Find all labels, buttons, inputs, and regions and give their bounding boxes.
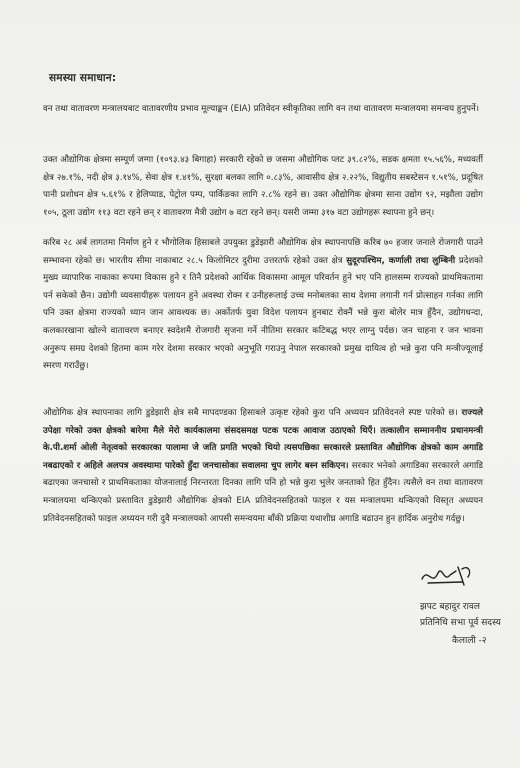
paragraph-request bbox=[43, 405, 483, 528]
paragraph-text: प्रदेशको मुख्य व्यापारिक नाकाका रूपमा विकास हुने र तिनै प्रदेशको आर्थिक विकासमा आमूल परिवर्तन हुने भए पनि हालसम्म राज्यको प्राथमिकतामा पर्न सकेको छैन। उद्योगी व्यवसायीहरू पलायन हुने अवस्था रोक्न र उनीहरूलाई उच्च मनोबलका साथ देशमा लगानी गर्न प्रोत्साहन गर्नका लागि पनि उक्त क्षेत्रमा राज्यको ध्यान जान आवश्यक छ। अर्कोतर्फ युवा विदेश पलायन हुनबाट रोक्नैं भन्ने कुरा बोलेर मात्र हुँदैन, उद्योगधन्दा, कलकारखाना खोल्ने वातावरण बनाएर स्वदेशमै रोजगारी सृजना गर्ने नीतिमा सरकार कटिबद्ध भएर लाग्नु पर्दछ। जन चाहना र जन भावना अनुरूप समग्र देशको हितमा काम गरेर देशमा सरकार भएको अनुभूति गराउनु नेपाल सरकारको प्रमुख दायित्व हो भन्ने कुरा पनि मन्त्रीज्यूलाई स्मरण गराउँछु। bbox=[43, 255, 483, 372]
paragraph-bold-text: राज्यले उपेक्षा गरेको उक्त क्षेत्रको बारेमा मैले मेरो कार्यकालमा संसदसमक्ष पटक पटक आवाज उठाएको थिएँ। तत्कालीन सम्माननीय प्रधानमन्त्री के.पी.शर्मा ओली नेतृत्वको सरकारका पालामा जे जति प्रगति भएको थियो त्यसपछिका सरकारले प्रस्तावित औद्योगिक क्षेत्रको काम अगाडि नबढाएको र अहिले अलपत्र अवस्थामा पारेको हुँदा जनचासोका सवालमा चुप लागेर बस्न सकिएन। bbox=[43, 408, 483, 471]
paragraph-text: सरकार भनेको अगाडिका सरकारले अगाडि बढाएका जनचासो र प्राथमिकताका योजनालाई निरन्तरता दिनका लागि पनि हो भन्ने कुरा भुलेर जनताको हित हुँदैन। त्यसैले वन तथा वातावरण मन्त्रालयमा थन्किएको प्रस्तावित डुडेझारी औद्योगिक क्षेत्रको EIA प्रतिवेदनसहितको फाइल र यस मन्त्रालयमा थन्किएको विस्तृत अध्ययन प्रतिवेदनसहितको फाइल अध्ययन गरी दुवै मन्त्रालयको आपसी समन्वयमा बाँकी प्रक्रिया यथाशीघ्र अगाडि बढाउन हुन हार्दिक अनुरोध गर्दछु। bbox=[43, 460, 483, 524]
paragraph-bold-text: सुदूरपश्चिम, कर्णाली तथा लुम्बिनी bbox=[346, 255, 456, 266]
paragraph-land-allocation: उक्त औद्योगिक क्षेत्रमा सम्पूर्ण जग्गा (१०९३.४३ बिगाहा) सरकारी रहेको छ जसमा औद्योगिक प्लट ३९.८२%, सडक क्षमता १५.५६%, मध्यवर्ती क्षेत्र २७.१%, नदी क्षेत्र ३.१४%, सेवा क्षेत्र १.४१%, सुरक्षा बलका लागि ०.८३%, आवासीय क्षेत्र २.२२%, विद्युतीय सबस्टेसन १.५१%, प्रदूषित पानी प्रशोधन क्षेत्र ५.६१% र हेलिप्याड, पेट्रोल पम्प, पार्किङका लागि २.८% रहने छ। उक्त औद्योगिक क्षेत्रमा साना उद्योग ९२, मझौला उद्योग १०५, ठूला उद्योग ११३ वटा रहने छन् र वातावरण मैत्री उद्योग ७ वटा रहने छन्। यसरी जम्मा ३१७ वटा उद्योगहरू स्थापना हुने छन्। bbox=[43, 155, 483, 218]
section-heading: समस्या समाधान: bbox=[49, 72, 117, 84]
signatory-title: प्रतिनिधि सभा पूर्व सदस्य bbox=[420, 618, 501, 628]
handwritten-signature bbox=[418, 557, 474, 597]
paragraph-text: औद्योगिक क्षेत्र स्थापनाका लागि डुडेझारी क्षेत्र सबै मापदण्डका हिसाबले उत्कृष्ट रहेको कुरा पनि अध्ययन प्रतिवेदनले स्पष्ट पारेको छ। bbox=[43, 408, 462, 418]
signatory-name: झपट बहादुर रावल bbox=[420, 602, 481, 612]
signatory-place: कैलाली -२ bbox=[452, 636, 487, 646]
paragraph-text: करिब २८ अर्ब लागतमा निर्माण हुने र भौगोलिक हिसाबले उपयुक्त डुडेझारी औद्योगिक क्षेत्र स्थापनापछि करिब ७० हजार जनाले रोजगारी पाउने सम्भावना रहेको छ। भारतीय सीमा नाकाबाट २८.५ किलोमिटर दुरीमा उत्तरतर्फ रहेको उक्त क्षेत्र bbox=[43, 238, 483, 266]
paragraph-investment bbox=[43, 235, 483, 376]
paragraph-eia: वन तथा वातावरण मन्त्रालयबाट वातावरणीय प्रभाव मूल्याङ्कन (EIA) प्रतिवेदन स्वीकृतिका लागि वन तथा वातावरण मन्त्रालयमा समन्वय हुनुपर्ने। bbox=[43, 104, 480, 114]
